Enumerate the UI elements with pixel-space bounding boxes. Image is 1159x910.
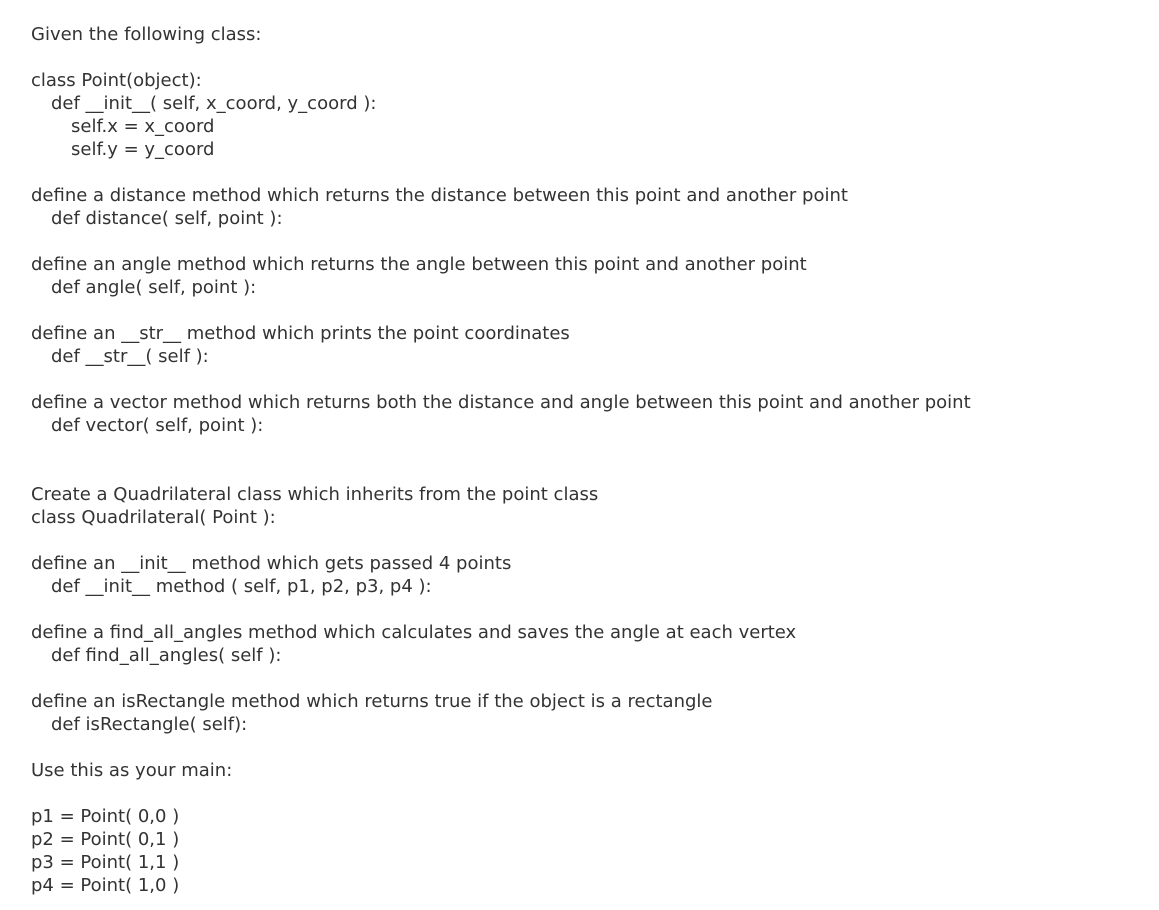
find-all-angles-description: define a find_all_angles method which calculates and saves the angle at each vertex [31, 622, 797, 643]
quadrilateral-class-header: class Quadrilateral( Point ): [31, 507, 276, 528]
str-method-description: define an __str__ method which prints the point coordinates [31, 323, 570, 344]
distance-method-description: define a distance method which returns the distance between this point and another point [31, 185, 848, 206]
is-rectangle-signature: def isRectangle( self): [51, 714, 248, 735]
is-rectangle-description: define an isRectangle method which returns true if the object is a rectangle [31, 691, 713, 712]
point-class-header: class Point(object): [31, 70, 202, 91]
intro-text: Given the following class: [31, 24, 262, 45]
main-intro-text: Use this as your main: [31, 760, 233, 781]
main-line-p2: p2 = Point( 0,1 ) [31, 829, 180, 850]
quad-init-signature: def __init__ method ( self, p1, p2, p3, p4 ): [51, 576, 432, 597]
main-line-p1: p1 = Point( 0,0 ) [31, 806, 180, 827]
point-assign-x: self.x = x_coord [71, 116, 215, 137]
vector-method-description: define a vector method which returns both the distance and angle between this point and another point [31, 392, 971, 413]
distance-method-signature: def distance( self, point ): [51, 208, 283, 229]
main-line-p3: p3 = Point( 1,1 ) [31, 852, 180, 873]
angle-method-description: define an angle method which returns the angle between this point and another point [31, 254, 807, 275]
vector-method-signature: def vector( self, point ): [51, 415, 264, 436]
main-line-p4: p4 = Point( 1,0 ) [31, 875, 180, 896]
point-assign-y: self.y = y_coord [71, 139, 215, 160]
quadrilateral-description: Create a Quadrilateral class which inherits from the point class [31, 484, 599, 505]
angle-method-signature: def angle( self, point ): [51, 277, 257, 298]
str-method-signature: def __str__( self ): [51, 346, 209, 367]
quad-init-description: define an __init__ method which gets passed 4 points [31, 553, 512, 574]
point-init-def: def __init__( self, x_coord, y_coord ): [51, 93, 377, 114]
find-all-angles-signature: def find_all_angles( self ): [51, 645, 282, 666]
assignment-document [31, 23, 1141, 897]
